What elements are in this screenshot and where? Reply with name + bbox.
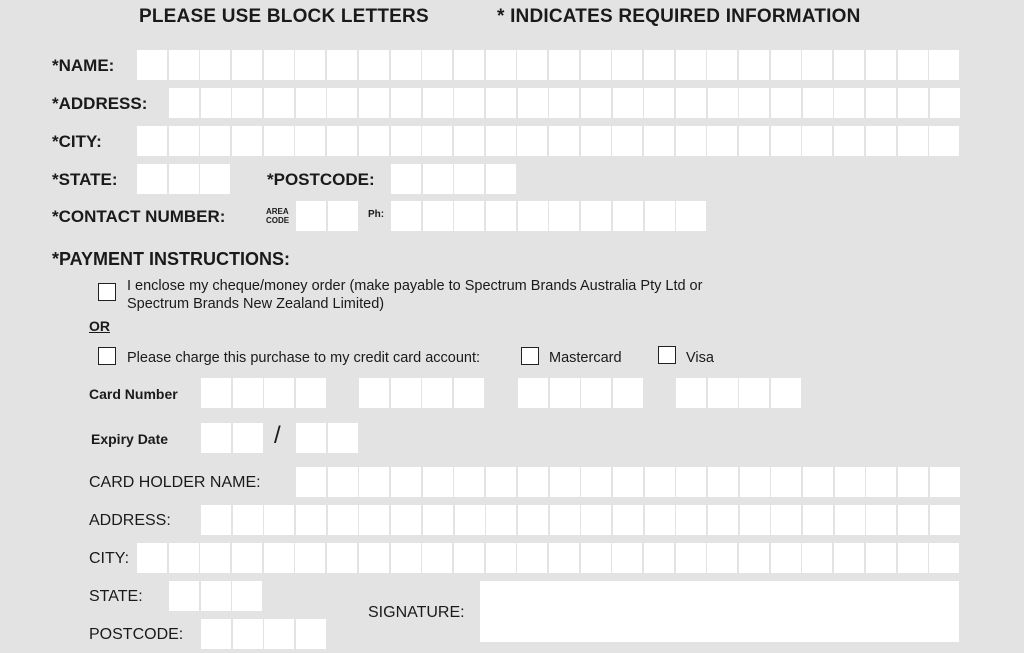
letter-box[interactable] (295, 543, 325, 573)
card-holder-postcode-input-boxes[interactable] (201, 619, 328, 649)
letter-box[interactable] (423, 505, 453, 535)
letter-box[interactable] (834, 88, 864, 118)
postcode-input-boxes[interactable] (391, 164, 518, 194)
letter-box[interactable] (644, 50, 674, 80)
letter-box[interactable] (328, 201, 358, 231)
letter-box[interactable] (454, 543, 484, 573)
letter-box[interactable] (454, 50, 484, 80)
letter-box[interactable] (264, 50, 294, 80)
letter-box[interactable] (834, 126, 864, 156)
letter-box[interactable] (359, 50, 389, 80)
letter-box[interactable] (359, 505, 389, 535)
letter-box[interactable] (612, 543, 642, 573)
city-input-boxes[interactable] (137, 126, 961, 156)
letter-box[interactable] (613, 201, 643, 231)
letter-box[interactable] (676, 378, 706, 408)
letter-box[interactable] (771, 543, 801, 573)
credit-card-checkbox[interactable] (98, 347, 116, 365)
mastercard-label: Mastercard (549, 350, 622, 366)
letter-box[interactable] (296, 423, 326, 453)
letter-box[interactable] (454, 164, 484, 194)
letter-box[interactable] (645, 505, 675, 535)
letter-box[interactable] (550, 467, 580, 497)
letter-box[interactable] (581, 50, 611, 80)
letter-box[interactable] (454, 88, 484, 118)
letter-box[interactable] (549, 88, 579, 118)
letter-box[interactable] (328, 467, 358, 497)
letter-box[interactable] (391, 467, 421, 497)
area-code-label (266, 207, 289, 225)
letter-box[interactable] (929, 126, 959, 156)
letter-box[interactable] (676, 201, 706, 231)
letter-box[interactable] (200, 50, 230, 80)
letter-box[interactable] (391, 88, 421, 118)
letter-box[interactable] (486, 201, 516, 231)
letter-box[interactable] (771, 467, 801, 497)
letter-box[interactable] (232, 126, 262, 156)
or-separator: OR (89, 318, 110, 334)
letter-box[interactable] (739, 543, 769, 573)
card-holder-city-input-boxes[interactable] (137, 543, 961, 573)
letter-box[interactable] (169, 543, 199, 573)
letter-box[interactable] (422, 50, 452, 80)
letter-box[interactable] (391, 505, 421, 535)
letter-box[interactable] (233, 619, 263, 649)
letter-box[interactable] (644, 543, 674, 573)
letter-box[interactable] (549, 50, 579, 80)
letter-box[interactable] (676, 467, 706, 497)
letter-box[interactable] (232, 581, 262, 611)
letter-box[interactable] (581, 505, 611, 535)
area-code-label-line2: CODE (266, 216, 290, 225)
cheque-option-line1: I enclose my cheque/money order (make payable to Spectrum Brands Australia Pty Ltd or (127, 278, 703, 294)
letter-box[interactable] (866, 467, 896, 497)
letter-box[interactable] (486, 126, 516, 156)
postcode-label: *POSTCODE: (267, 170, 375, 189)
letter-box[interactable] (803, 88, 833, 118)
letter-box[interactable] (803, 505, 833, 535)
letter-box[interactable] (517, 126, 547, 156)
letter-box[interactable] (201, 423, 231, 453)
letter-box[interactable] (518, 201, 548, 231)
letter-box[interactable] (612, 50, 642, 80)
card-number-label: Card Number (89, 386, 178, 402)
letter-box[interactable] (264, 505, 294, 535)
cheque-checkbox[interactable] (98, 283, 116, 301)
letter-box[interactable] (898, 467, 928, 497)
letter-box[interactable] (708, 505, 738, 535)
letter-box[interactable] (423, 201, 453, 231)
letter-box[interactable] (707, 126, 737, 156)
letter-box[interactable] (930, 467, 960, 497)
letter-box[interactable] (169, 88, 199, 118)
letter-box[interactable] (200, 126, 230, 156)
letter-box[interactable] (707, 50, 737, 80)
letter-box[interactable] (200, 543, 230, 573)
card-number-group-4[interactable] (676, 378, 803, 408)
letter-box[interactable] (581, 543, 611, 573)
letter-box[interactable] (517, 543, 547, 573)
letter-box[interactable] (486, 50, 516, 80)
letter-box[interactable] (866, 88, 896, 118)
letter-box[interactable] (422, 126, 452, 156)
letter-box[interactable] (423, 88, 453, 118)
letter-box[interactable] (391, 378, 421, 408)
letter-box[interactable] (359, 467, 389, 497)
letter-box[interactable] (613, 467, 643, 497)
letter-box[interactable] (201, 378, 231, 408)
letter-box[interactable] (613, 378, 643, 408)
letter-box[interactable] (550, 505, 580, 535)
letter-box[interactable] (676, 543, 706, 573)
letter-box[interactable] (835, 505, 865, 535)
letter-box[interactable] (454, 201, 484, 231)
letter-box[interactable] (771, 50, 801, 80)
letter-box[interactable] (613, 505, 643, 535)
letter-box[interactable] (391, 50, 421, 80)
letter-box[interactable] (707, 543, 737, 573)
required-info-note: * INDICATES REQUIRED INFORMATION (497, 6, 861, 27)
card-holder-postcode-label: POSTCODE: (89, 626, 184, 643)
address-input-boxes[interactable] (169, 88, 961, 118)
letter-box[interactable] (201, 88, 231, 118)
letter-box[interactable] (264, 88, 294, 118)
card-holder-city-label: CITY: (89, 550, 130, 567)
letter-box[interactable] (359, 88, 389, 118)
letter-box[interactable] (898, 543, 928, 573)
card-holder-address-label: ADDRESS: (89, 512, 171, 529)
letter-box[interactable] (549, 126, 579, 156)
letter-box[interactable] (676, 126, 706, 156)
letter-box[interactable] (835, 467, 865, 497)
visa-label: Visa (686, 350, 714, 366)
cheque-option-text (127, 277, 702, 313)
letter-box[interactable] (423, 164, 453, 194)
letter-box[interactable] (518, 88, 548, 118)
letter-box[interactable] (422, 543, 452, 573)
letter-box[interactable] (676, 505, 706, 535)
letter-box[interactable] (898, 505, 928, 535)
letter-box[interactable] (581, 88, 611, 118)
letter-box[interactable] (296, 378, 326, 408)
letter-box[interactable] (613, 88, 643, 118)
letter-box[interactable] (328, 505, 358, 535)
letter-box[interactable] (834, 50, 864, 80)
mastercard-checkbox[interactable] (521, 347, 539, 365)
letter-box[interactable] (137, 126, 167, 156)
letter-box[interactable] (929, 50, 959, 80)
block-letters-instruction: PLEASE USE BLOCK LETTERS (139, 6, 429, 27)
card-holder-address-input-boxes[interactable] (201, 505, 962, 535)
letter-box[interactable] (645, 201, 675, 231)
expiry-separator: / (274, 422, 281, 449)
letter-box[interactable] (771, 126, 801, 156)
letter-box[interactable] (866, 543, 896, 573)
letter-box[interactable] (454, 467, 484, 497)
card-holder-state-label: STATE: (89, 588, 143, 605)
name-input-boxes[interactable] (137, 50, 961, 80)
letter-box[interactable] (802, 50, 832, 80)
letter-box[interactable] (708, 88, 738, 118)
letter-box[interactable] (581, 378, 611, 408)
letter-box[interactable] (898, 88, 928, 118)
letter-box[interactable] (739, 88, 769, 118)
letter-box[interactable] (422, 378, 452, 408)
letter-box[interactable] (486, 467, 516, 497)
letter-box[interactable] (137, 50, 167, 80)
state-input-boxes[interactable] (137, 164, 232, 194)
letter-box[interactable] (739, 378, 769, 408)
letter-box[interactable] (201, 505, 231, 535)
card-holder-name-input-boxes[interactable] (296, 467, 961, 497)
letter-box[interactable] (612, 126, 642, 156)
name-label: *NAME: (52, 56, 115, 75)
letter-box[interactable] (517, 50, 547, 80)
phone-label: Ph: (368, 209, 385, 220)
letter-box[interactable] (549, 201, 579, 231)
letter-box[interactable] (866, 126, 896, 156)
letter-box[interactable] (359, 543, 389, 573)
letter-box[interactable] (359, 126, 389, 156)
letter-box[interactable] (232, 50, 262, 80)
letter-box[interactable] (233, 378, 263, 408)
card-number-group-2[interactable] (359, 378, 486, 408)
letter-box[interactable] (169, 50, 199, 80)
signature-box[interactable] (480, 581, 959, 642)
letter-box[interactable] (486, 164, 516, 194)
letter-box[interactable] (264, 126, 294, 156)
letter-box[interactable] (359, 378, 389, 408)
letter-box[interactable] (296, 88, 326, 118)
letter-box[interactable] (898, 126, 928, 156)
city-label: *CITY: (52, 132, 102, 151)
letter-box[interactable] (644, 88, 674, 118)
letter-box[interactable] (771, 88, 801, 118)
letter-box[interactable] (327, 126, 357, 156)
letter-box[interactable] (327, 543, 357, 573)
letter-box[interactable] (803, 467, 833, 497)
letter-box[interactable] (201, 619, 231, 649)
credit-card-option-text: Please charge this purchase to my credit card account: (127, 350, 481, 366)
letter-box[interactable] (739, 50, 769, 80)
letter-box[interactable] (296, 467, 326, 497)
letter-box[interactable] (232, 88, 262, 118)
letter-box[interactable] (581, 126, 611, 156)
letter-box[interactable] (201, 581, 231, 611)
letter-box[interactable] (454, 126, 484, 156)
letter-box[interactable] (486, 543, 516, 573)
address-label: *ADDRESS: (52, 94, 148, 113)
signature-label: SIGNATURE: (368, 604, 465, 621)
letter-box[interactable] (455, 505, 485, 535)
letter-box[interactable] (834, 543, 864, 573)
card-holder-name-label: CARD HOLDER NAME: (89, 474, 261, 491)
letter-box[interactable] (233, 505, 263, 535)
letter-box[interactable] (929, 543, 959, 573)
letter-box[interactable] (233, 423, 263, 453)
card-number-group-1[interactable] (201, 378, 328, 408)
letter-box[interactable] (581, 467, 611, 497)
letter-box[interactable] (327, 50, 357, 80)
letter-box[interactable] (644, 126, 674, 156)
letter-box[interactable] (771, 505, 801, 535)
visa-checkbox[interactable] (658, 346, 676, 364)
letter-box[interactable] (771, 378, 801, 408)
letter-box[interactable] (708, 378, 738, 408)
letter-box[interactable] (930, 505, 960, 535)
letter-box[interactable] (518, 467, 548, 497)
letter-box[interactable] (930, 88, 960, 118)
letter-box[interactable] (200, 164, 230, 194)
letter-box[interactable] (645, 467, 675, 497)
letter-box[interactable] (391, 126, 421, 156)
cheque-option-line2: Spectrum Brands New Zealand Limited) (127, 296, 385, 312)
letter-box[interactable] (518, 505, 548, 535)
letter-box[interactable] (264, 543, 294, 573)
letter-box[interactable] (295, 50, 325, 80)
letter-box[interactable] (169, 126, 199, 156)
letter-box[interactable] (295, 126, 325, 156)
letter-box[interactable] (518, 378, 548, 408)
letter-box[interactable] (391, 201, 421, 231)
letter-box[interactable] (296, 201, 326, 231)
expiry-year-boxes[interactable] (296, 423, 359, 453)
letter-box[interactable] (486, 505, 516, 535)
letter-box[interactable] (708, 467, 738, 497)
letter-box[interactable] (676, 88, 706, 118)
letter-box[interactable] (486, 88, 516, 118)
letter-box[interactable] (169, 581, 199, 611)
letter-box[interactable] (740, 505, 770, 535)
letter-box[interactable] (739, 126, 769, 156)
area-code-input-boxes[interactable] (296, 201, 359, 231)
letter-box[interactable] (137, 164, 167, 194)
letter-box[interactable] (328, 423, 358, 453)
letter-box[interactable] (137, 543, 167, 573)
letter-box[interactable] (391, 543, 421, 573)
letter-box[interactable] (454, 378, 484, 408)
letter-box[interactable] (327, 88, 357, 118)
contact-number-label: *CONTACT NUMBER: (52, 207, 226, 226)
letter-box[interactable] (898, 50, 928, 80)
card-holder-state-input-boxes[interactable] (169, 581, 264, 611)
letter-box[interactable] (391, 164, 421, 194)
expiry-date-label: Expiry Date (91, 431, 169, 447)
state-label: *STATE: (52, 170, 118, 189)
phone-input-boxes[interactable] (391, 201, 708, 231)
payment-instructions-title: *PAYMENT INSTRUCTIONS: (52, 249, 291, 269)
letter-box[interactable] (866, 50, 896, 80)
card-number-group-3[interactable] (518, 378, 645, 408)
letter-box[interactable] (550, 378, 580, 408)
expiry-month-boxes[interactable] (201, 423, 264, 453)
letter-box[interactable] (802, 126, 832, 156)
letter-box[interactable] (802, 543, 832, 573)
letter-box[interactable] (740, 467, 770, 497)
letter-box[interactable] (549, 543, 579, 573)
letter-box[interactable] (264, 378, 294, 408)
letter-box[interactable] (169, 164, 199, 194)
letter-box[interactable] (296, 505, 326, 535)
letter-box[interactable] (423, 467, 453, 497)
area-code-label-line1: AREA (266, 207, 289, 216)
letter-box[interactable] (296, 619, 326, 649)
letter-box[interactable] (866, 505, 896, 535)
letter-box[interactable] (676, 50, 706, 80)
letter-box[interactable] (264, 619, 294, 649)
letter-box[interactable] (581, 201, 611, 231)
letter-box[interactable] (232, 543, 262, 573)
